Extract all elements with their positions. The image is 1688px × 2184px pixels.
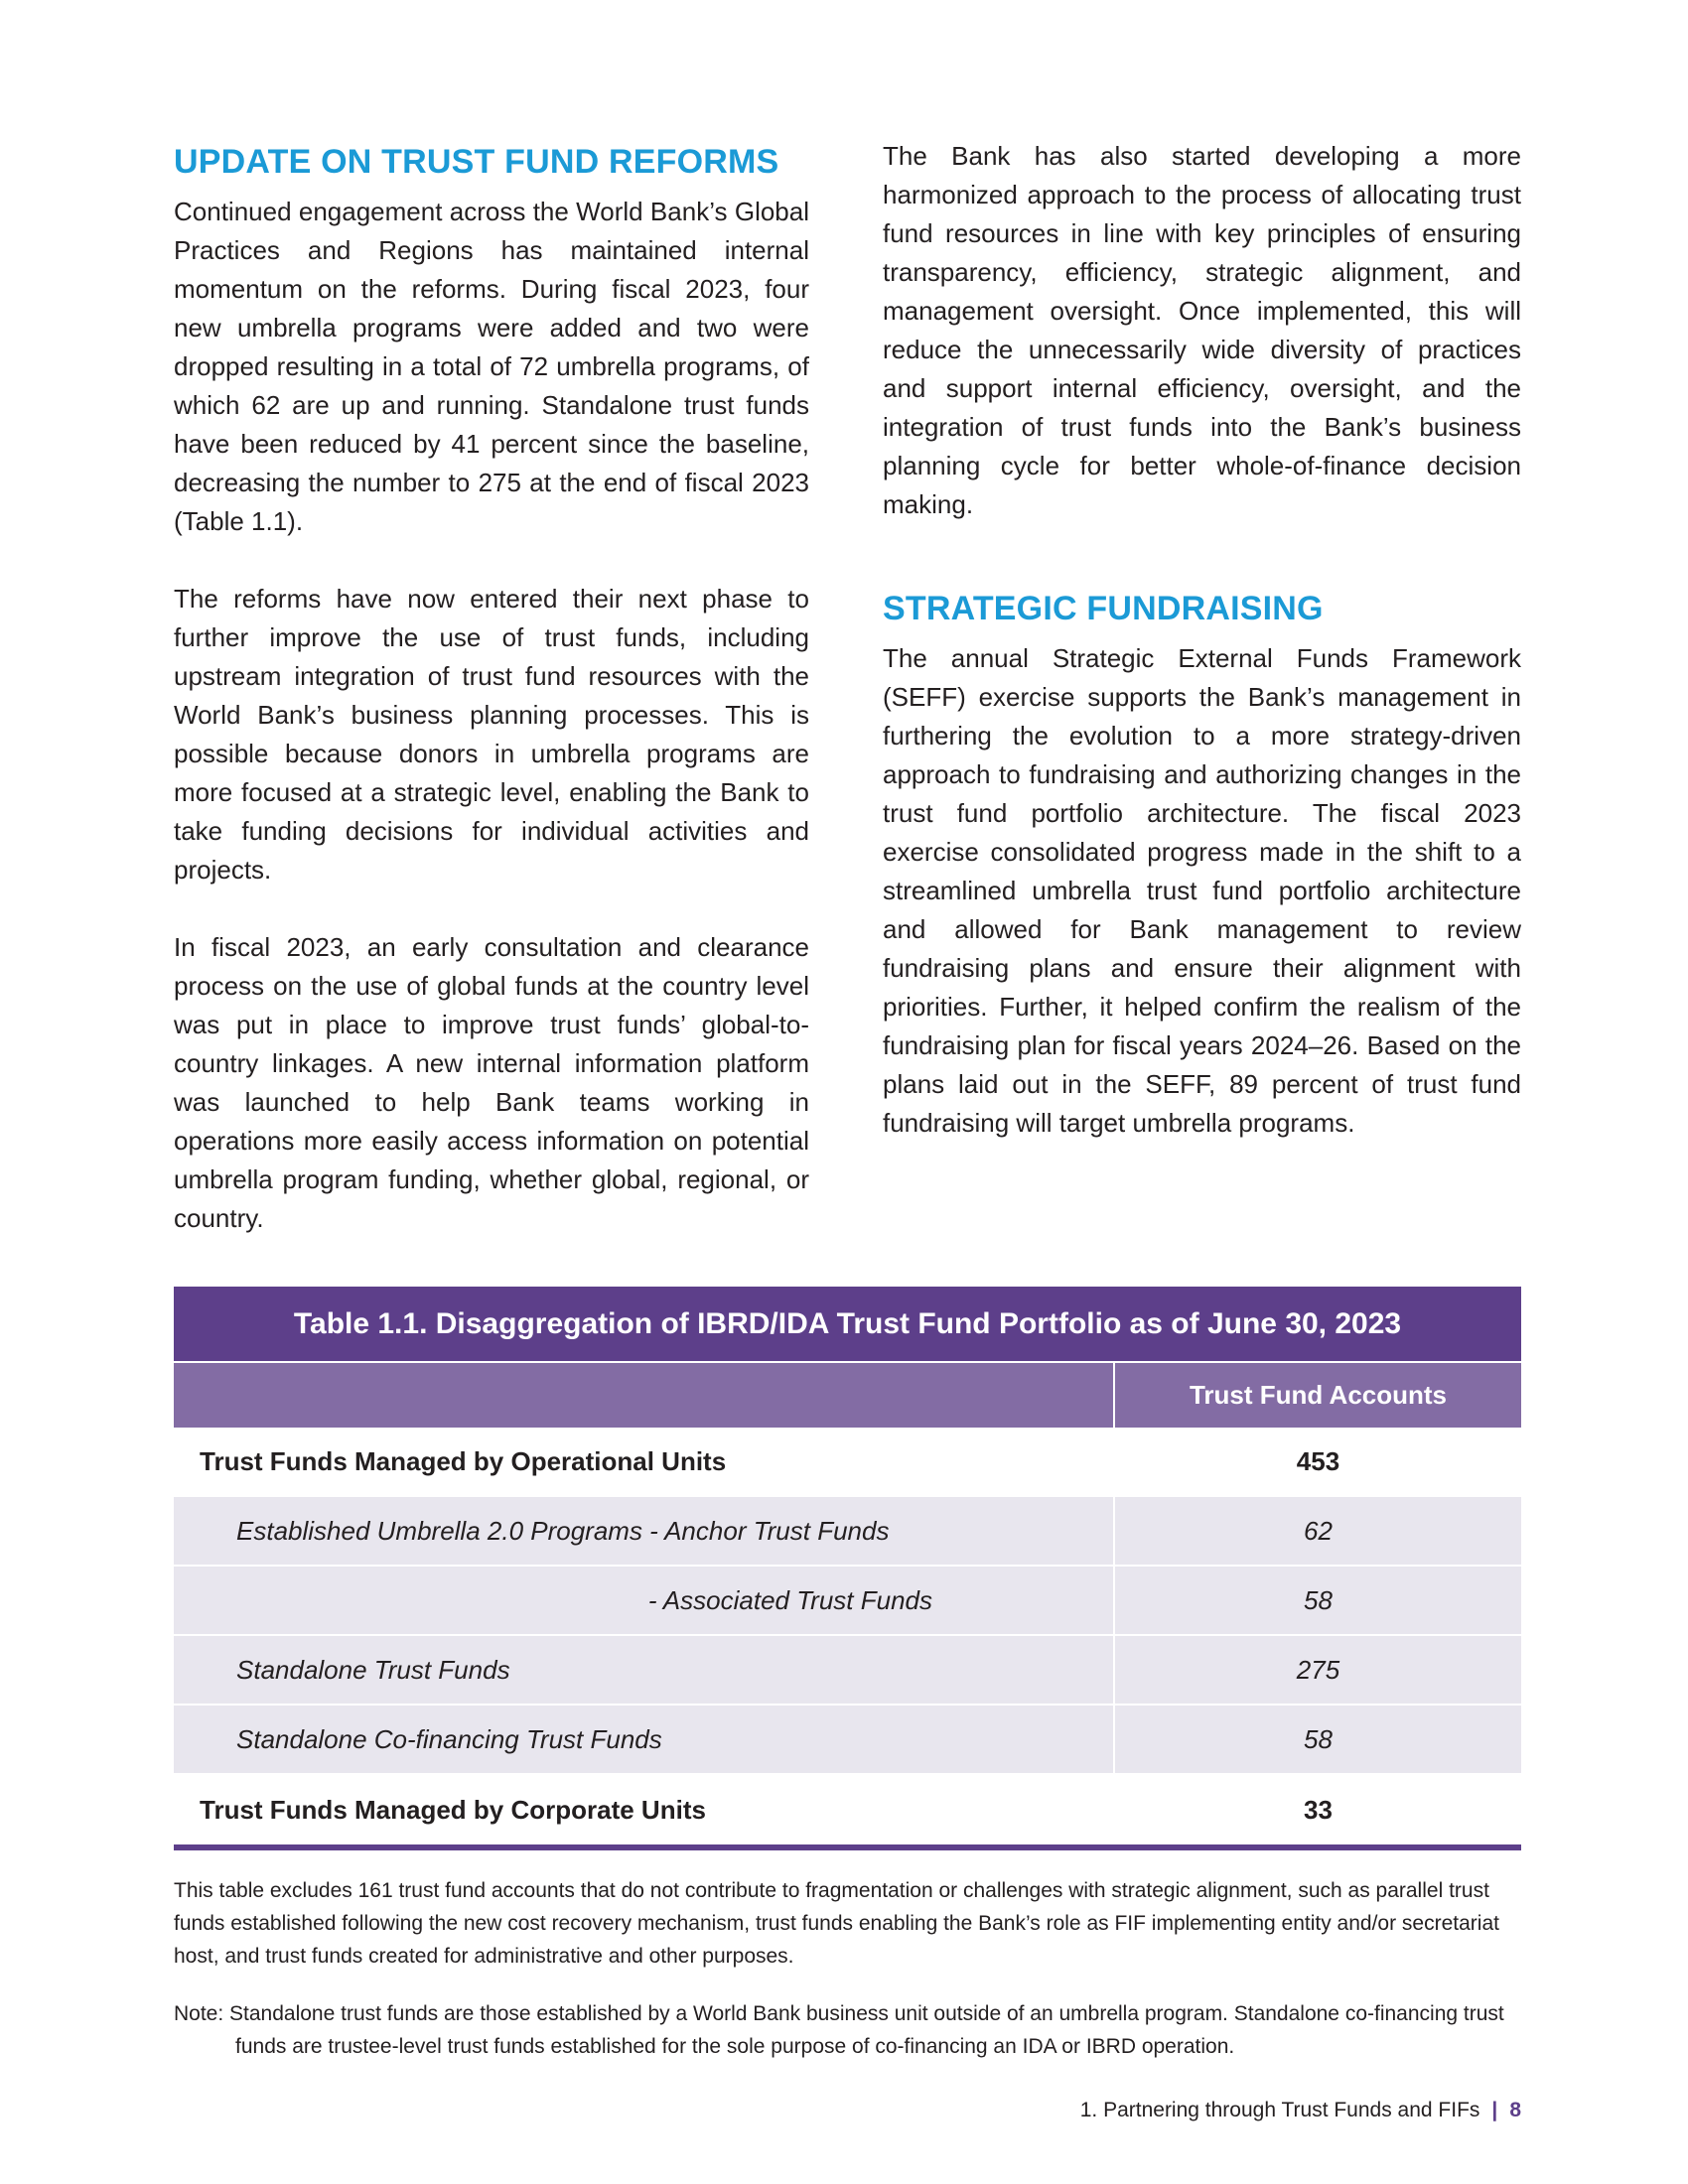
table-footnote: This table excludes 161 trust fund accounts that do not contribute to fragmentation or challenges with strategic alignment, such as parallel trust funds established following the new cost recovery mechanism, trust funds enabling the Bank’s role as FIF implementing entity and/or secretariat host, and trust funds created for administrative and other purposes. <box>174 1879 1499 1968</box>
row-value: 58 <box>1304 1723 1333 1754</box>
row-value: 58 <box>1304 1584 1333 1615</box>
table-bottom-rule <box>174 1844 1521 1850</box>
table-row <box>174 1706 1521 1775</box>
table-column-header: Trust Fund Accounts <box>1189 1380 1448 1410</box>
table-header-empty-cell <box>174 1363 1115 1428</box>
left-column <box>174 141 809 1238</box>
row-label: Trust Funds Managed by Corporate Units <box>200 1794 706 1825</box>
trust-fund-table <box>174 1287 1521 1850</box>
paragraph: Continued engagement across the World Bank’s Global Practices and Regions has maintained internal momentum on the reforms. During fiscal 2023, four new umbrella programs were added and two were dropped resulting in a total of 72 umbrella programs, of which 62 are up and running. Standalone trust funds have been reduced by 41 percent since the baseline, decreasing the number to 275 at the end of fiscal 2023 (Table 1.1). <box>174 197 809 536</box>
table-header-row <box>174 1361 1521 1428</box>
row-label: Established Umbrella 2.0 Programs - Anchor Trust Funds <box>174 1497 1115 1565</box>
page-footer <box>1080 2099 1521 2122</box>
right-column <box>883 141 1521 1143</box>
table-row <box>174 1567 1521 1636</box>
row-value: 33 <box>1304 1794 1333 1825</box>
section-heading-strategic-fundraising: STRATEGIC FUNDRAISING <box>883 590 1324 627</box>
row-label: Standalone Trust Funds <box>174 1636 1115 1704</box>
footer-separator: | <box>1491 2099 1498 2121</box>
row-value: 275 <box>1296 1654 1340 1685</box>
paragraph: The reforms have now entered their next phase to further improve the use of trust funds, including upstream integration of trust fund resources with the World Bank’s business planning processes. This is possible because donors in umbrella programs are more focused at a strategic level, enabling the Bank to take funding decisions for individual activities and projects. <box>174 584 809 885</box>
footer-chapter-title: 1. Partnering through Trust Funds and FIFs <box>1079 2099 1480 2121</box>
row-label: - Associated Trust Funds <box>174 1567 1115 1634</box>
table-row <box>174 1497 1521 1567</box>
page-number: 8 <box>1509 2099 1521 2121</box>
paragraph: In fiscal 2023, an early consultation and clearance process on the use of global funds at the country level was put in place to improve trust funds’ global-to-country linkages. A new internal information platform was launched to help Bank teams working in operations more easily access information on potential umbrella program funding, whether global, regional, or country. <box>174 932 809 1233</box>
table-row <box>174 1428 1521 1497</box>
row-label: Standalone Co-financing Trust Funds <box>174 1706 1115 1773</box>
table-row <box>174 1775 1521 1844</box>
section-heading-trust-fund-reforms: UPDATE ON TRUST FUND REFORMS <box>174 143 779 181</box>
row-label: Trust Funds Managed by Operational Units <box>200 1445 727 1476</box>
table-row <box>174 1636 1521 1706</box>
paragraph: The annual Strategic External Funds Framework (SEFF) exercise supports the Bank’s management in furthering the evolution to a more strategy-driven approach to fundraising and authorizing changes in the trust fund portfolio architecture. The fiscal 2023 exercise consolidated progress made in the shift to a streamlined umbrella trust fund portfolio architecture and allowed for Bank management to review fundraising plans and ensure their alignment with priorities. Further, it helped confirm the realism of the fundraising plan for fiscal years 2024–26. Based on the plans laid out in the SEFF, 89 percent of trust fund fundraising will target umbrella programs. <box>883 643 1521 1138</box>
table-note: Note: Standalone trust funds are those established by a World Bank business unit outside of an umbrella program. Standalone co-financing trust funds are trustee-level trust funds established for the sole purpose of co-financing an IDA or IBRD operation. <box>174 2002 1504 2058</box>
paragraph: The Bank has also started developing a more harmonized approach to the process of allocating trust fund resources in line with key principles of ensuring transparency, efficiency, strategic alignment, and management oversight. Once implemented, this will reduce the unnecessarily wide diversity of practices and support internal efficiency, oversight, and the integration of trust funds into the Bank’s business planning cycle for better whole-of-finance decision making. <box>883 141 1521 519</box>
row-value: 62 <box>1304 1515 1333 1546</box>
row-value: 453 <box>1296 1445 1340 1476</box>
table-title: Table 1.1. Disaggregation of IBRD/IDA Trust Fund Portfolio as of June 30, 2023 <box>174 1287 1521 1361</box>
